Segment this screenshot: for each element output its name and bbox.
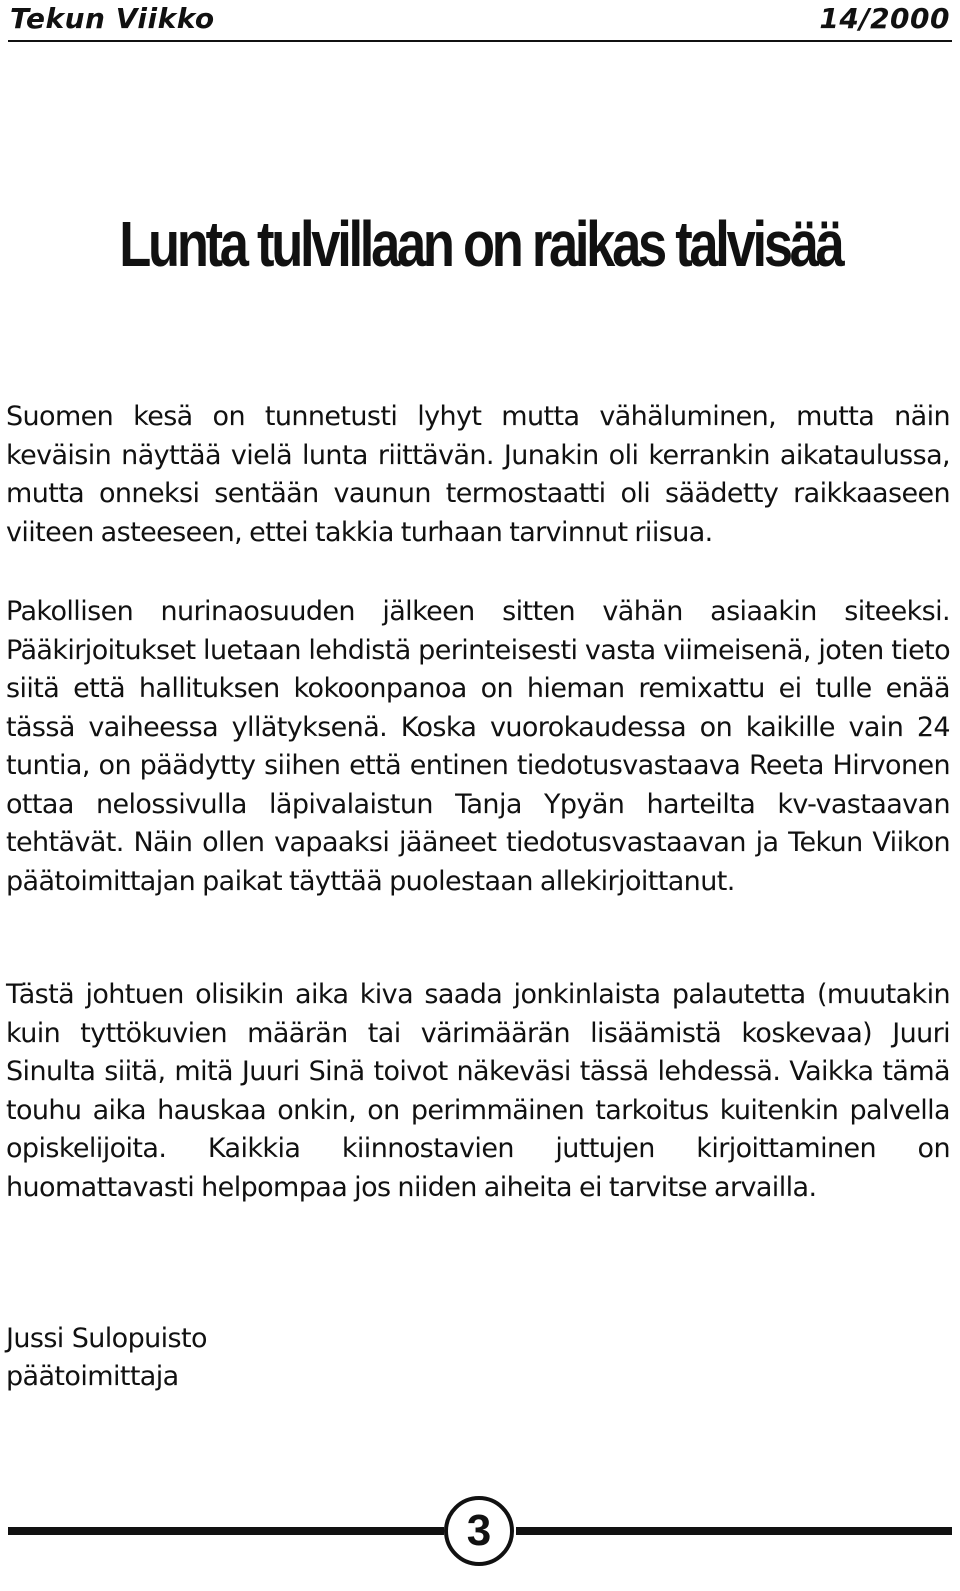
article-title: Lunta tulvillaan on raikas talvisää (118, 208, 842, 280)
signature-block (6, 1320, 207, 1396)
author-role: päätoimittaja (6, 1361, 179, 1392)
article-title-block (0, 208, 960, 280)
issue-number: 14/2000 (819, 2, 950, 35)
page-header (8, 0, 952, 42)
article-paragraph-2: Pakollisen nurinaosuuden jälkeen sitten vähän asiaakin siteeksi. Pääkirjoitukset luetaan lehdistä perinteisesti vasta viimeisenä, joten tieto siitä että hallituksen kokoonpanoa on hieman remixattu ei tulle enää tässä vaiheessa yllätyksenä. Koska vuorokaudessa on kaikille vain 24 tuntia, on päädytty siihen että entinen tiedotusvastaava Reeta Hirvonen ottaa nelossivulla läpivalaistun Tanja Ypyän harteilta kv-vastaavan tehtävät. Näin ollen vapaaksi jääneet tiedotusvastaavan ja Tekun Viikon päätoimittajan paikat täyttää puolestaan allekirjoittanut. (6, 596, 950, 897)
author-name: Jussi Sulopuisto (6, 1323, 207, 1354)
page-number-badge (444, 1496, 514, 1566)
footer-rule-left (8, 1527, 444, 1535)
footer-rule-right (516, 1527, 952, 1535)
publication-name: Tekun Viikko (10, 2, 215, 35)
article-paragraph-3: Tästä johtuen olisikin aika kiva saada jonkinlaista palautetta (muutakin kuin tyttökuvien määrän tai värimäärän lisäämistä koskevaa) Juuri Sinulta siitä, mitä Juuri Sinä toivot näkeväsi tässä lehdessä. Vaikka tämä touhu aika hauskaa onkin, on perimmäinen tarkoitus kuitenkin palvella opiskelijoita. Kaikkia kiinnostavien juttujen kirjoittaminen on huomattavasti helpompaa jos niiden aiheita ei tarvitse arvailla. (6, 979, 950, 1203)
article-paragraph-1: Suomen kesä on tunnetusti lyhyt mutta vähäluminen, mutta näin keväisin näyttää vielä lunta riittävän. Junakin oli kerrankin aikataulussa, mutta onneksi sentään vaunun termostaatti oli säädetty raikkaaseen viiteen asteeseen, ettei takkia turhaan tarvinnut riisua. (6, 401, 950, 548)
page-number: 3 (466, 1506, 492, 1555)
